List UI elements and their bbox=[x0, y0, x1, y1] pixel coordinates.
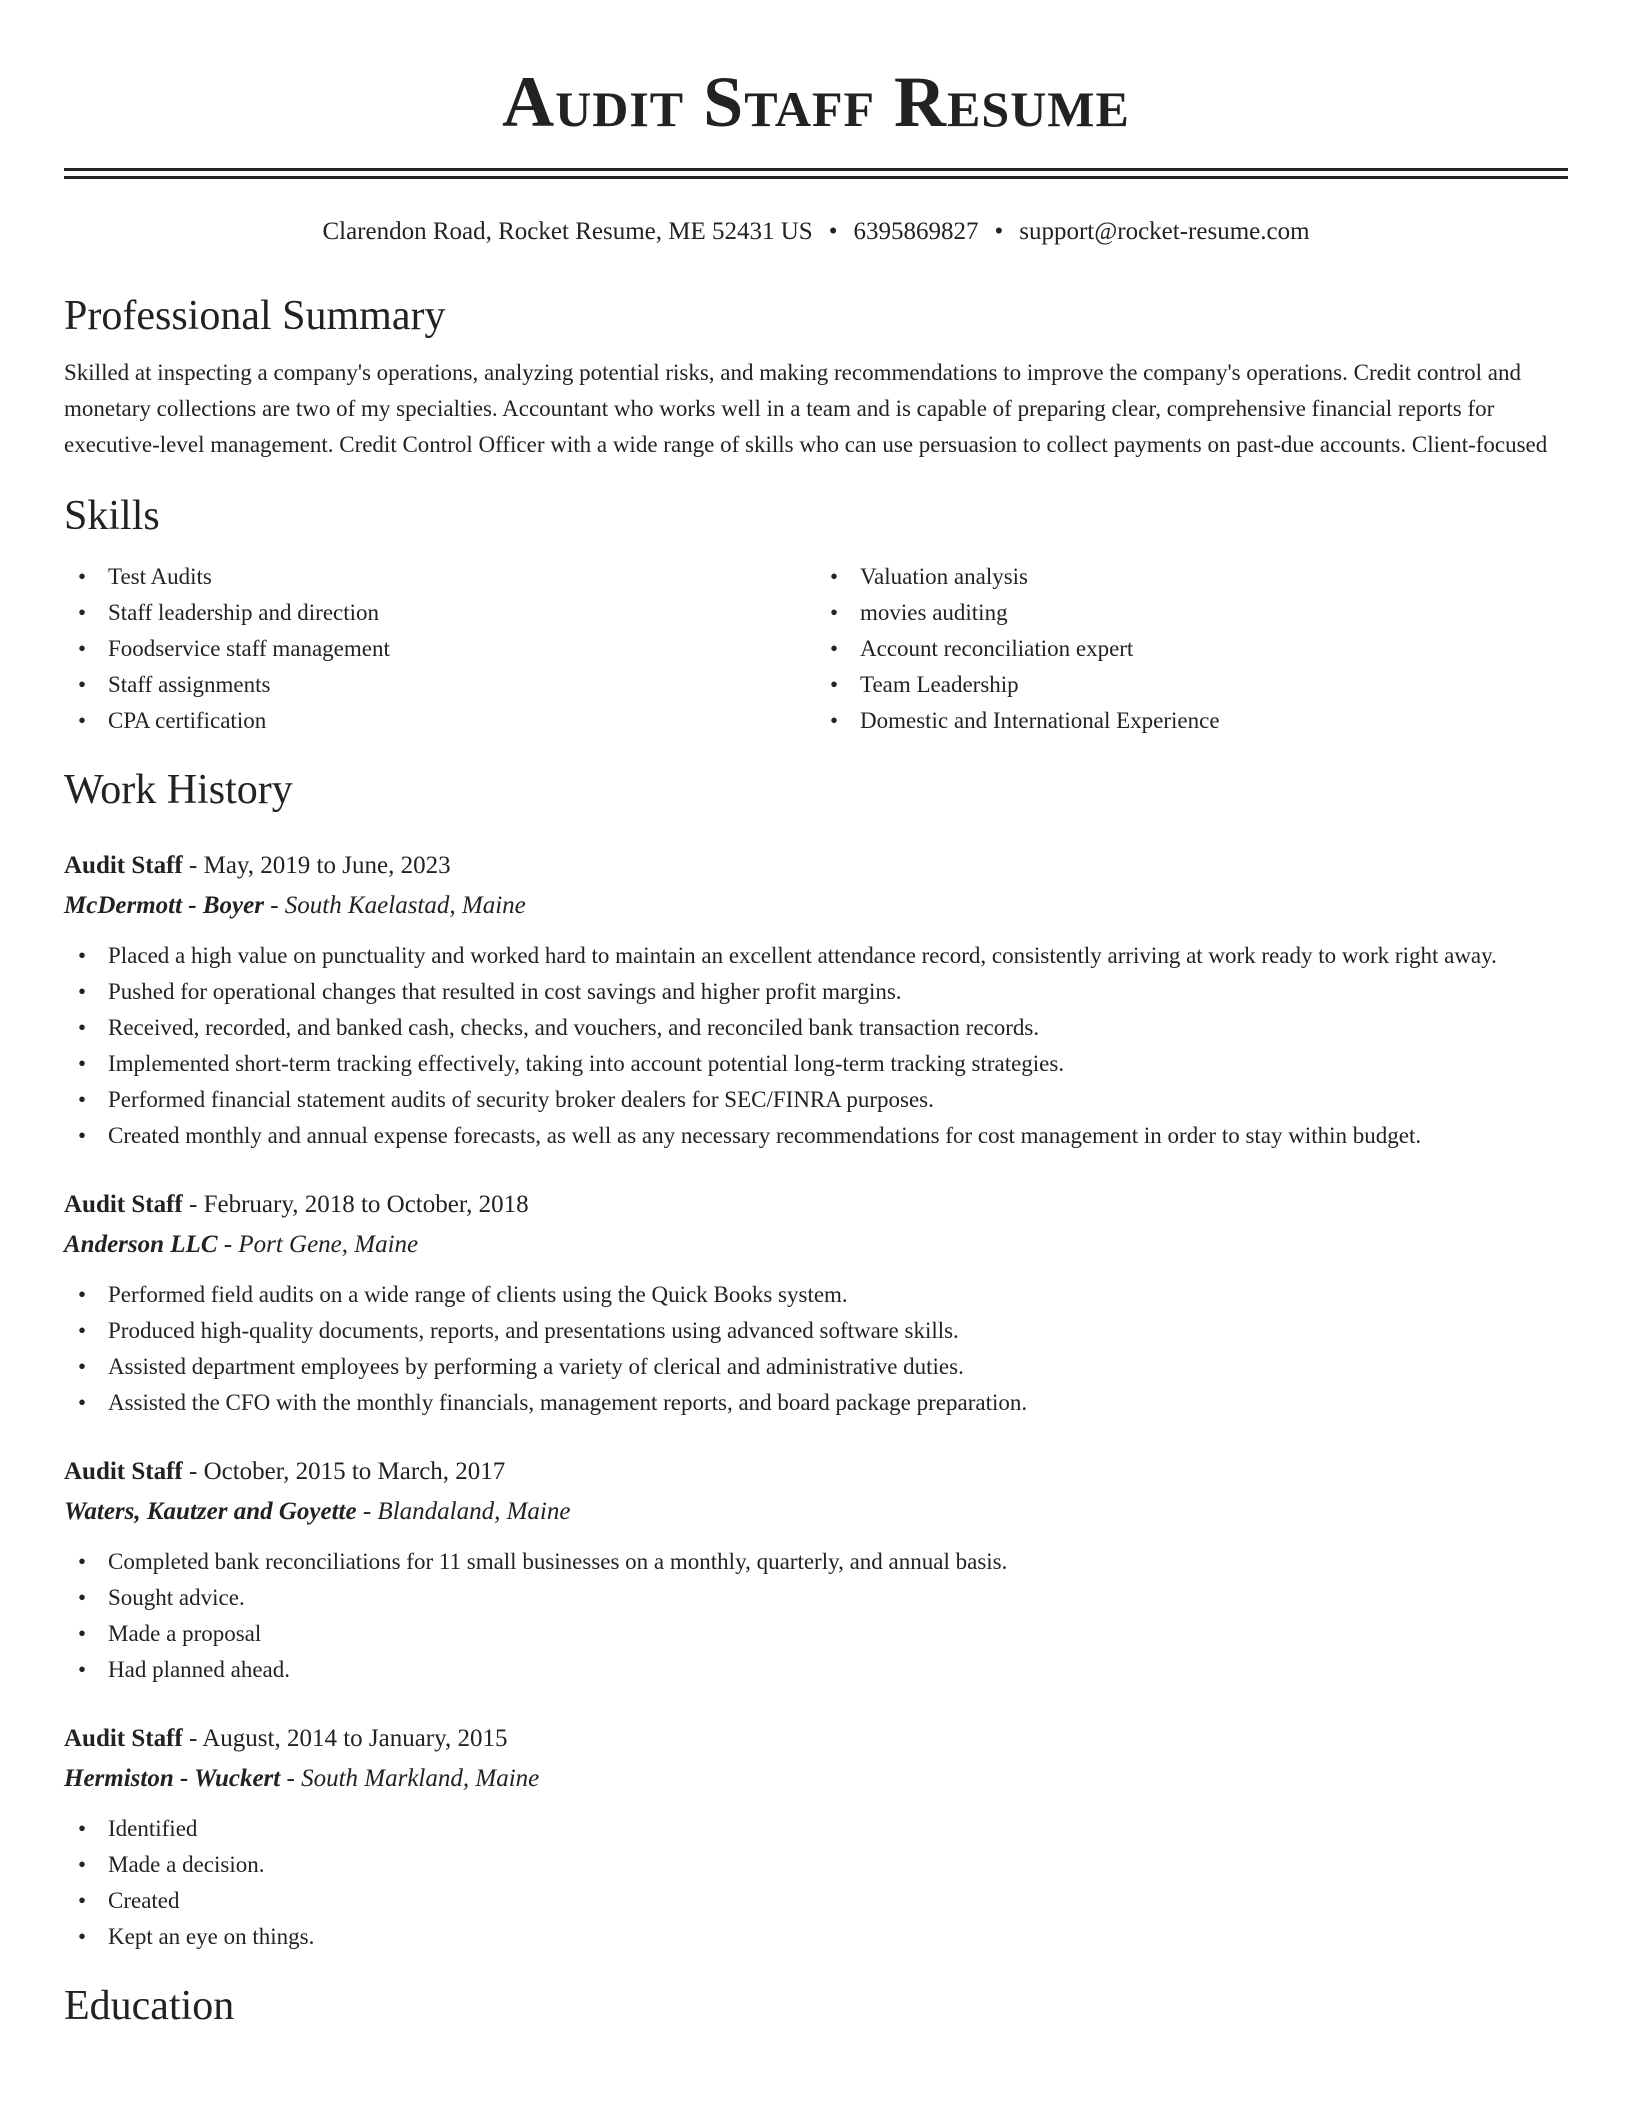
duty-item: • Performed financial statement audits of security broker dealers for SEC/FINRA purposes. bbox=[64, 1082, 1568, 1118]
skills-list bbox=[64, 559, 1568, 739]
job-duties bbox=[64, 1811, 1568, 1955]
job-title-line bbox=[64, 1721, 1568, 1757]
company-name: Waters, Kautzer and Goyette bbox=[64, 1498, 357, 1525]
duty-item: • Assisted department employees by performing a variety of clerical and administrative duties. bbox=[64, 1349, 1568, 1385]
skills-heading: Skills bbox=[64, 493, 160, 539]
work-history-heading: Work History bbox=[64, 767, 293, 813]
company-location: - South Markland, Maine bbox=[280, 1765, 540, 1792]
skill-item: • Domestic and International Experience bbox=[816, 703, 1568, 739]
duty-item: • Created monthly and annual expense forecasts, as well as any necessary recommendations for cost management in order to stay within budget. bbox=[64, 1118, 1568, 1154]
job-dates: - August, 2014 to January, 2015 bbox=[182, 1725, 508, 1752]
job-title-line bbox=[64, 848, 1568, 884]
job-title: Audit Staff bbox=[64, 1725, 183, 1752]
company-line bbox=[64, 1494, 1568, 1530]
skills-column-right bbox=[816, 559, 1568, 739]
summary-heading: Professional Summary bbox=[64, 293, 446, 339]
duty-item: • Completed bank reconciliations for 11 small businesses on a monthly, quarterly, and annual basis. bbox=[64, 1544, 1568, 1580]
skill-item: • Foodservice staff management bbox=[64, 631, 816, 667]
job-entry bbox=[64, 848, 1568, 1154]
summary-text: Skilled at inspecting a company's operations, analyzing potential risks, and making recommendations to improve the company's operations. Credit control and monetary collections are two of my specialties. Accountant who works well in a team and is capable of preparing clear, comprehensive financial reports for executive-level management. Credit Control Officer with a wide range of skills who can use persuasion to collect payments on past-due accounts. Client-focused bbox=[64, 360, 1548, 457]
email: support@rocket-resume.com bbox=[1019, 218, 1310, 245]
job-dates: - October, 2015 to March, 2017 bbox=[182, 1458, 506, 1485]
duty-item: • Assisted the CFO with the monthly financials, management reports, and board package preparation. bbox=[64, 1385, 1568, 1421]
job-duties bbox=[64, 938, 1568, 1154]
job-title-line bbox=[64, 1187, 1568, 1223]
contact-line bbox=[64, 217, 1568, 247]
duty-item: • Made a decision. bbox=[64, 1847, 1568, 1883]
job-entry bbox=[64, 1721, 1568, 1955]
job-entry bbox=[64, 1187, 1568, 1421]
title-divider bbox=[64, 168, 1568, 179]
skills-column-left bbox=[64, 559, 816, 739]
company-line bbox=[64, 1761, 1568, 1797]
duty-item: • Sought advice. bbox=[64, 1580, 1568, 1616]
company-name: Hermiston - Wuckert bbox=[64, 1765, 281, 1792]
job-dates: - February, 2018 to October, 2018 bbox=[182, 1191, 529, 1218]
company-line bbox=[64, 1227, 1568, 1263]
skill-item: • Staff assignments bbox=[64, 667, 816, 703]
duty-item: • Performed field audits on a wide range of clients using the Quick Books system. bbox=[64, 1277, 1568, 1313]
company-name: McDermott - Boyer bbox=[64, 892, 264, 919]
duty-item: • Placed a high value on punctuality and worked hard to maintain an excellent attendance record, consistently arriving at work ready to work right away. bbox=[64, 938, 1568, 974]
skill-item: • Account reconciliation expert bbox=[816, 631, 1568, 667]
education-heading: Education bbox=[64, 1983, 235, 2029]
job-duties bbox=[64, 1277, 1568, 1421]
separator: • bbox=[828, 218, 838, 245]
duty-item: • Kept an eye on things. bbox=[64, 1919, 1568, 1955]
skill-item: • movies auditing bbox=[816, 595, 1568, 631]
company-name: Anderson LLC bbox=[64, 1231, 218, 1258]
duty-item: • Produced high-quality documents, reports, and presentations using advanced software skills. bbox=[64, 1313, 1568, 1349]
job-dates: - May, 2019 to June, 2023 bbox=[182, 852, 451, 879]
duty-item: • Had planned ahead. bbox=[64, 1652, 1568, 1688]
job-duties bbox=[64, 1544, 1568, 1688]
job-title: Audit Staff bbox=[64, 852, 183, 879]
duty-item: • Identified bbox=[64, 1811, 1568, 1847]
duty-item: • Made a proposal bbox=[64, 1616, 1568, 1652]
skill-item: • Team Leadership bbox=[816, 667, 1568, 703]
company-line bbox=[64, 888, 1568, 924]
address: Clarendon Road, Rocket Resume, ME 52431 US bbox=[322, 218, 813, 245]
skill-item: • CPA certification bbox=[64, 703, 816, 739]
company-location: - Port Gene, Maine bbox=[217, 1231, 419, 1258]
duty-item: • Implemented short-term tracking effectively, taking into account potential long-term tracking strategies. bbox=[64, 1046, 1568, 1082]
job-entry bbox=[64, 1454, 1568, 1688]
duty-item: • Received, recorded, and banked cash, checks, and vouchers, and reconciled bank transaction records. bbox=[64, 1010, 1568, 1046]
job-title-line bbox=[64, 1454, 1568, 1490]
skill-item: • Staff leadership and direction bbox=[64, 595, 816, 631]
skill-item: • Valuation analysis bbox=[816, 559, 1568, 595]
skill-item: • Test Audits bbox=[64, 559, 816, 595]
duty-item: • Created bbox=[64, 1883, 1568, 1919]
phone: 6395869827 bbox=[853, 218, 979, 245]
duty-item: • Pushed for operational changes that resulted in cost savings and higher profit margins. bbox=[64, 974, 1568, 1010]
company-location: - South Kaelastad, Maine bbox=[263, 892, 526, 919]
page-title: Audit Staff Resume bbox=[502, 62, 1130, 142]
company-location: - Blandaland, Maine bbox=[356, 1498, 571, 1525]
job-title: Audit Staff bbox=[64, 1191, 183, 1218]
job-title: Audit Staff bbox=[64, 1458, 183, 1485]
separator: • bbox=[994, 218, 1004, 245]
